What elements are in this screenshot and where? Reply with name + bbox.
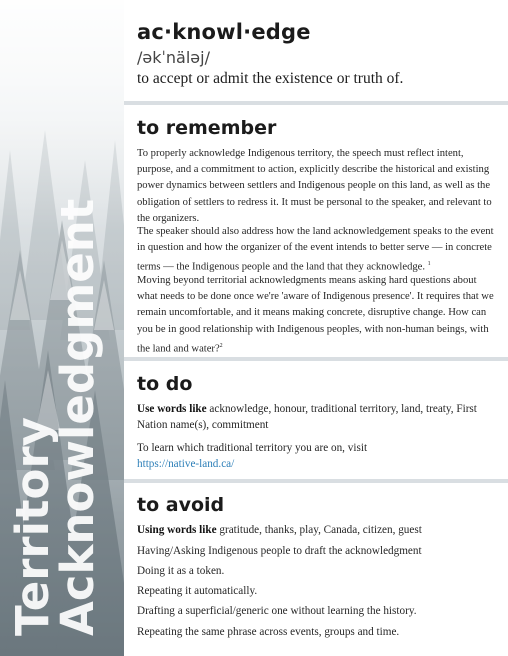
avoid-item: Repeating the same phrase across events, groups and time. xyxy=(137,626,400,638)
remember-paragraph-1: To properly acknowledge Indigenous territory, the speech must reflect intent, purpose, and a commitment to action, explicitly describe the historical and existing power dynamics between settlers and Indigenous people on this land, as well as the obligation of settlers to redress it. It must be personal to the speaker, and relevant to the organizers. xyxy=(137,148,492,224)
section-divider xyxy=(124,357,508,361)
todo-link-line xyxy=(137,456,497,472)
section-divider xyxy=(124,101,508,105)
heading-to-remember: to remember xyxy=(137,117,277,139)
todo-learn-territory: To learn which traditional territory you are on, visit xyxy=(137,442,368,454)
pronunciation: /əkˈnäləj/ xyxy=(137,48,210,67)
todo-words-like-cont: Nation name(s), commitment xyxy=(137,419,269,431)
section-divider xyxy=(124,479,508,483)
definition: to accept or admit the existence or truth of. xyxy=(137,70,404,87)
avoid-words-like xyxy=(137,522,497,538)
remember-paragraph-2 xyxy=(137,224,495,276)
todo-words-rest: acknowledge, honour, traditional territory, land, treaty, First xyxy=(206,403,477,415)
todo-words-lead: Use words like xyxy=(137,403,207,415)
remember-paragraph-3 xyxy=(137,273,495,358)
avoid-item: Having/Asking Indigenous people to draft the acknowledgment xyxy=(137,545,422,557)
avoid-item: Repeating it automatically. xyxy=(137,585,258,597)
avoid-item: Doing it as a token. xyxy=(137,565,225,577)
avoid-words-lead: Using words like xyxy=(137,524,217,536)
footnote-1: 1 xyxy=(427,261,431,268)
heading-to-do: to do xyxy=(137,373,193,395)
heading-to-avoid: to avoid xyxy=(137,494,225,516)
title-line-acknowledgment: Acknowledgment xyxy=(51,198,104,636)
dictionary-headword: ac·knowl·edge xyxy=(137,20,311,44)
footnote-2: 2 xyxy=(219,342,223,349)
sidebar-forest-image xyxy=(0,0,124,656)
todo-words-like xyxy=(137,401,497,417)
remember-paragraph-2-text: The speaker should also address how the land acknowledgement speaks to the event in question and how the organizer of the event intends to better serve — in concrete terms — the Indigenous people and the land that they acknowledge. xyxy=(137,226,494,273)
remember-paragraph-3-text: Moving beyond territorial acknowledgments means asking hard questions about what needs to be done once we're 'aware of Indigenous presence'. It requires that we remain uncomfortable, and it means making concrete, disruptive change. How can you be in good relationship with Indigenous peoples, with non-human beings, with the land and water? xyxy=(137,275,494,355)
native-land-link[interactable]: https://native-land.ca/ xyxy=(137,458,235,470)
title-line-territory: Territory xyxy=(6,416,59,636)
avoid-words-rest: gratitude, thanks, play, Canada, citizen, guest xyxy=(216,524,422,536)
vertical-title xyxy=(0,0,124,656)
main-content xyxy=(124,0,508,656)
avoid-item: Drafting a superficial/generic one without learning the history. xyxy=(137,605,417,617)
